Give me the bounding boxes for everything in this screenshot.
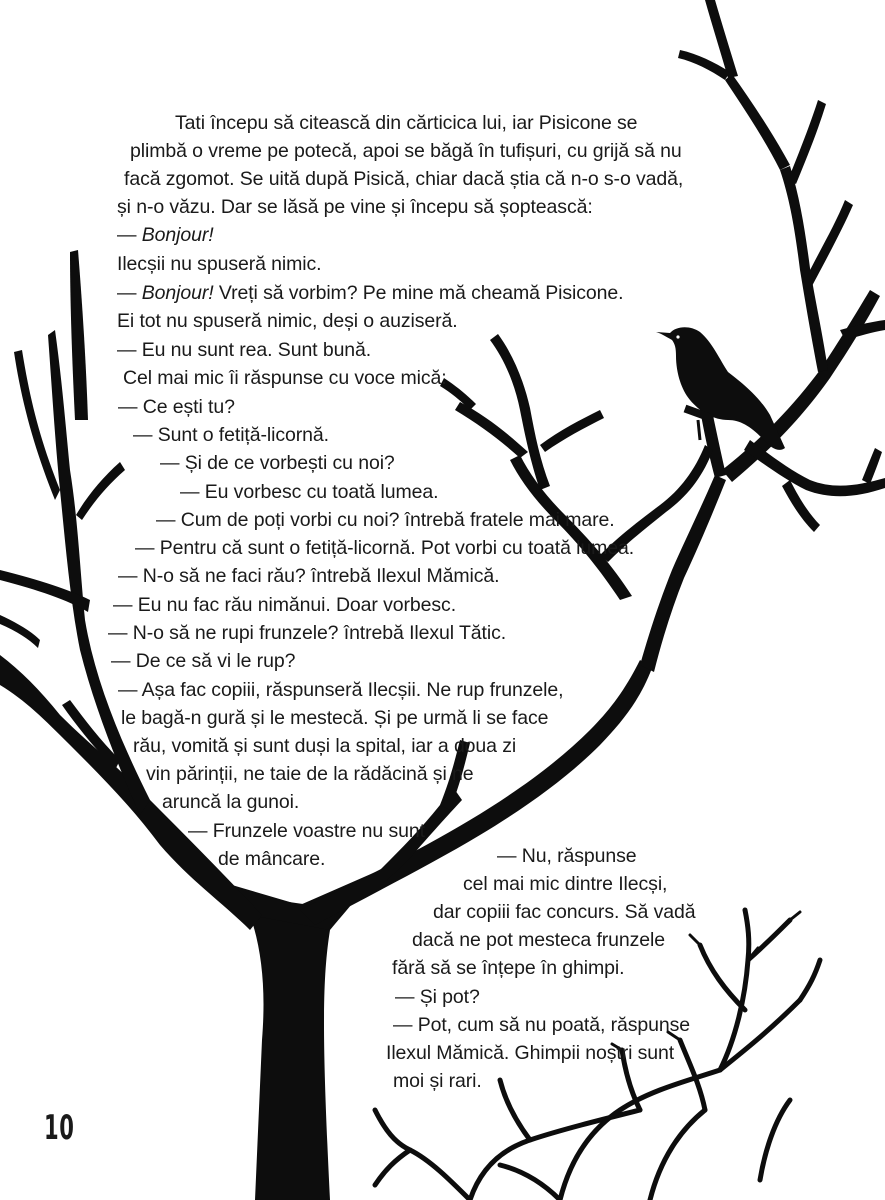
text-line: — Ce ești tu? bbox=[118, 396, 235, 418]
text-line: Tati începu să citească din cărticica lui, iar Pisicone se bbox=[175, 112, 638, 134]
text-line: facă zgomot. Se uită după Pisică, chiar dacă știa că n-o s-o vadă, bbox=[124, 168, 684, 190]
text-line bbox=[117, 280, 623, 306]
dash: — bbox=[117, 224, 142, 246]
text-line: și n-o văzu. Dar se lăsă pe vine și începu să șoptească: bbox=[117, 196, 593, 218]
emphasis: Bonjour! bbox=[141, 282, 214, 304]
text-line: — Și pot? bbox=[395, 986, 480, 1008]
text-line bbox=[117, 222, 214, 248]
text-line: Cel mai mic îi răspunse cu voce mică: bbox=[123, 367, 447, 389]
dash: — bbox=[117, 282, 142, 304]
text-rest: Vreți să vorbim? Pe mine mă cheamă Pisicone. bbox=[213, 282, 624, 304]
text-line: cel mai mic dintre Ilecși, bbox=[463, 873, 668, 895]
text-line: Ilecșii nu spuseră nimic. bbox=[117, 253, 322, 275]
text-line: — Eu nu sunt rea. Sunt bună. bbox=[117, 339, 372, 361]
text-line: — Sunt o fetiță-licornă. bbox=[133, 424, 329, 446]
text-line: moi și rari. bbox=[393, 1070, 482, 1092]
text-line: rău, vomită și sunt duși la spital, iar a doua zi bbox=[133, 735, 517, 757]
text-line: de mâncare. bbox=[218, 848, 326, 870]
text-line: — Frunzele voastre nu sunt bbox=[188, 820, 425, 842]
text-line: — Așa fac copiii, răspunseră Ilecșii. Ne rup frunzele, bbox=[118, 679, 564, 701]
text-line: — Cum de poți vorbi cu noi? întrebă fratele mai mare. bbox=[156, 509, 615, 531]
text-line: aruncă la gunoi. bbox=[162, 791, 300, 813]
text-line: Ilexul Mămică. Ghimpii noștri sunt bbox=[386, 1042, 675, 1064]
text-line: dar copiii fac concurs. Să vadă bbox=[433, 901, 696, 923]
text-line: — Pentru că sunt o fetiță-licornă. Pot vorbi cu toată lumea. bbox=[135, 537, 635, 559]
text-line: — Nu, răspunse bbox=[497, 845, 637, 867]
text-line: — N-o să ne faci rău? întrebă Ilexul Mămică. bbox=[118, 565, 500, 587]
text-line: — Eu nu fac rău nimănui. Doar vorbesc. bbox=[113, 594, 457, 616]
emphasis: Bonjour! bbox=[141, 224, 214, 246]
blackbird-icon bbox=[656, 327, 785, 450]
text-line: — Eu vorbesc cu toată lumea. bbox=[180, 481, 439, 503]
text-line: fără să se înțepe în ghimpi. bbox=[392, 957, 625, 979]
text-line: Ei tot nu spuseră nimic, deși o auziseră. bbox=[117, 310, 458, 332]
text-line: — N-o să ne rupi frunzele? întrebă Ilexul Tătic. bbox=[108, 622, 507, 644]
text-line: dacă ne pot mesteca frunzele bbox=[412, 929, 666, 951]
text-line: le bagă-n gură și le mestecă. Și pe urmă li se face bbox=[121, 707, 549, 729]
text-line: — De ce să vi le rup? bbox=[111, 650, 296, 672]
text-line: — Și de ce vorbești cu noi? bbox=[160, 452, 395, 474]
page-number: 10 bbox=[44, 1108, 75, 1148]
text-line: — Pot, cum să nu poată, răspunse bbox=[393, 1014, 691, 1036]
text-line: plimbă o vreme pe potecă, apoi se băgă în tufișuri, cu grijă să nu bbox=[130, 140, 682, 162]
text-line: vin părinții, ne taie de la rădăcină și ne bbox=[146, 763, 474, 785]
